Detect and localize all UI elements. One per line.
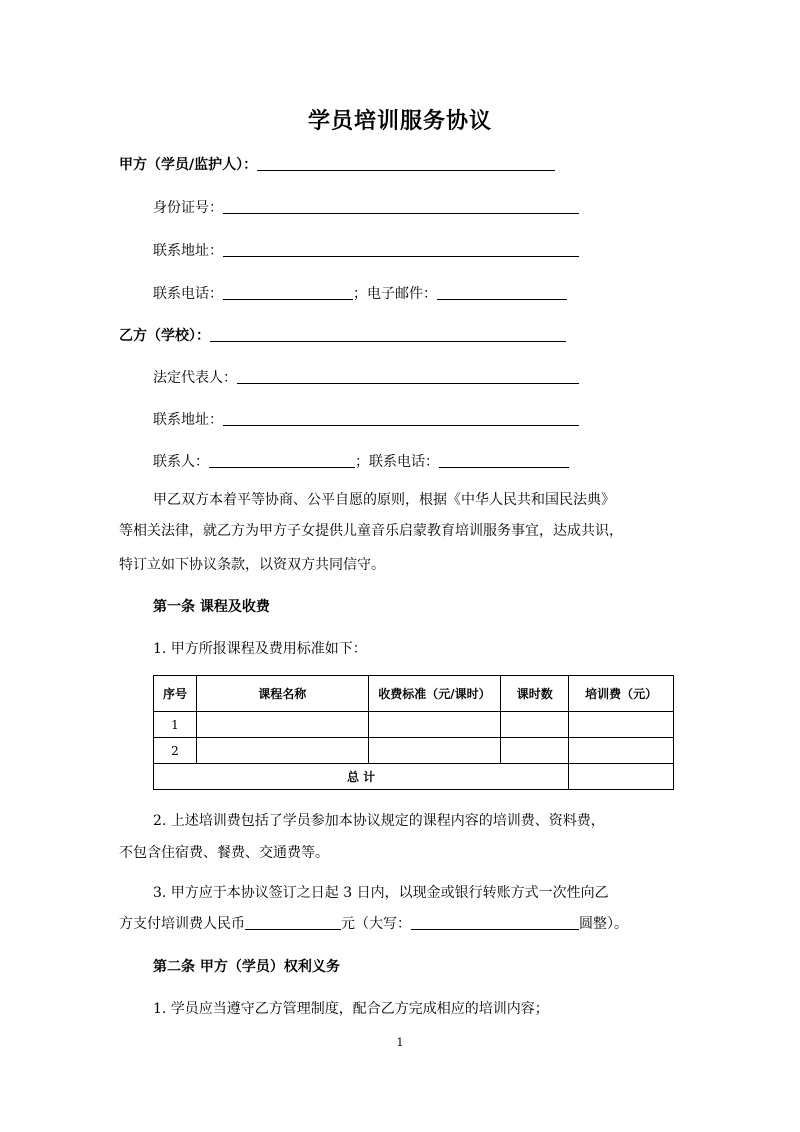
- party-b-name-blank: [210, 327, 566, 342]
- party-b-phone-blank: [439, 453, 569, 468]
- intro-line-3: 特订立如下协议条款，以资双方共同信守。: [119, 557, 385, 573]
- party-a-line: [119, 155, 555, 175]
- party-b-rep-line: [153, 368, 579, 388]
- party-b-address-blank: [223, 411, 579, 426]
- article2-heading: 第二条 甲方（学员）权利义务: [153, 959, 340, 975]
- fee-table-cell: [196, 712, 368, 738]
- intro-line-1: 甲乙双方本着平等协商、公平自愿的原则，根据《中华人民共和国民法典》: [153, 492, 615, 508]
- party-a-phone-label: 联系电话：: [153, 286, 223, 302]
- party-a-contact-line: [153, 284, 567, 304]
- fee-table: [153, 675, 674, 790]
- party-a-address-blank: [223, 242, 579, 257]
- article1-item2-line2: 不包含住宿费、餐费、交通费等。: [119, 845, 329, 861]
- fee-table-header-cell: 收费标准（元/课时）: [368, 676, 501, 712]
- fee-table-total-value: [569, 764, 674, 790]
- fee-table-cell: [501, 712, 569, 738]
- intro-line-2: 等相关法律，就乙方为甲方子女提供儿童音乐启蒙教育培训服务事宜，达成共识，: [119, 523, 623, 539]
- party-a-id-line: [153, 198, 579, 218]
- party-b-contact-label: 联系人：: [153, 454, 209, 470]
- party-b-line: [119, 326, 566, 346]
- fee-table-cell: [368, 712, 501, 738]
- fee-table-header-cell: 序号: [154, 676, 197, 712]
- article1-item3-text-c: 圆整）。: [579, 916, 628, 932]
- party-b-phone-label: ；联系电话：: [355, 454, 439, 470]
- article1-item3-text-a: 方支付培训费人民币: [119, 916, 245, 932]
- article1-item1: 1. 甲方所报课程及费用标准如下：: [153, 641, 367, 657]
- party-a-address-label: 联系地址：: [153, 243, 223, 259]
- document-title: 学员培训服务协议: [307, 108, 492, 134]
- party-b-rep-label: 法定代表人：: [153, 370, 237, 386]
- article2-item1: 1. 学员应当遵守乙方管理制度，配合乙方完成相应的培训内容；: [153, 1001, 549, 1017]
- fee-table-cell: 2: [154, 738, 197, 764]
- fee-table-cell: [569, 738, 674, 764]
- fee-table-header-cell: 培训费（元）: [569, 676, 674, 712]
- fee-table-cell: [569, 712, 674, 738]
- party-a-name-blank: [257, 156, 555, 171]
- fee-table-cell: [196, 738, 368, 764]
- party-b-address-label: 联系地址：: [153, 412, 223, 428]
- party-b-contact-line: [153, 452, 569, 472]
- article1-item3-line1: 3. 甲方应于本协议签订之日起 3 日内，以现金或银行转账方式一次性向乙: [153, 885, 609, 901]
- amount-words-blank: [411, 915, 579, 930]
- party-a-email-label: ；电子邮件：: [353, 286, 437, 302]
- article1-item2-line1: 2. 上述培训费包括了学员参加本协议规定的课程内容的培训费、资料费，: [153, 813, 605, 829]
- fee-table-total-label: 总 计: [154, 764, 569, 790]
- fee-table-header-cell: 课时数: [501, 676, 569, 712]
- article1-item3-text-b: 元（大写：: [341, 916, 411, 932]
- fee-table-cell: [368, 738, 501, 764]
- fee-table-header-row: [154, 676, 674, 712]
- party-b-rep-blank: [237, 369, 579, 384]
- party-b-contact-blank: [209, 453, 355, 468]
- party-a-email-blank: [437, 285, 567, 300]
- fee-table-header-cell: 课程名称: [196, 676, 368, 712]
- fee-table-row: [154, 712, 674, 738]
- party-b-label: 乙方（学校）：: [119, 328, 210, 344]
- amount-blank: [245, 915, 341, 930]
- article1-heading: 第一条 课程及收费: [153, 599, 270, 615]
- party-b-address-line: [153, 410, 579, 430]
- party-a-id-label: 身份证号：: [153, 200, 223, 216]
- fee-table-total-row: [154, 764, 674, 790]
- party-a-id-blank: [223, 199, 579, 214]
- article1-item3-line2: [119, 914, 628, 934]
- party-a-phone-blank: [223, 285, 353, 300]
- party-a-label: 甲方（学员/监护人）：: [119, 157, 258, 173]
- fee-table-cell: 1: [154, 712, 197, 738]
- fee-table-row: [154, 738, 674, 764]
- party-a-address-line: [153, 241, 579, 261]
- fee-table-cell: [501, 738, 569, 764]
- page-number: 1: [396, 1036, 404, 1049]
